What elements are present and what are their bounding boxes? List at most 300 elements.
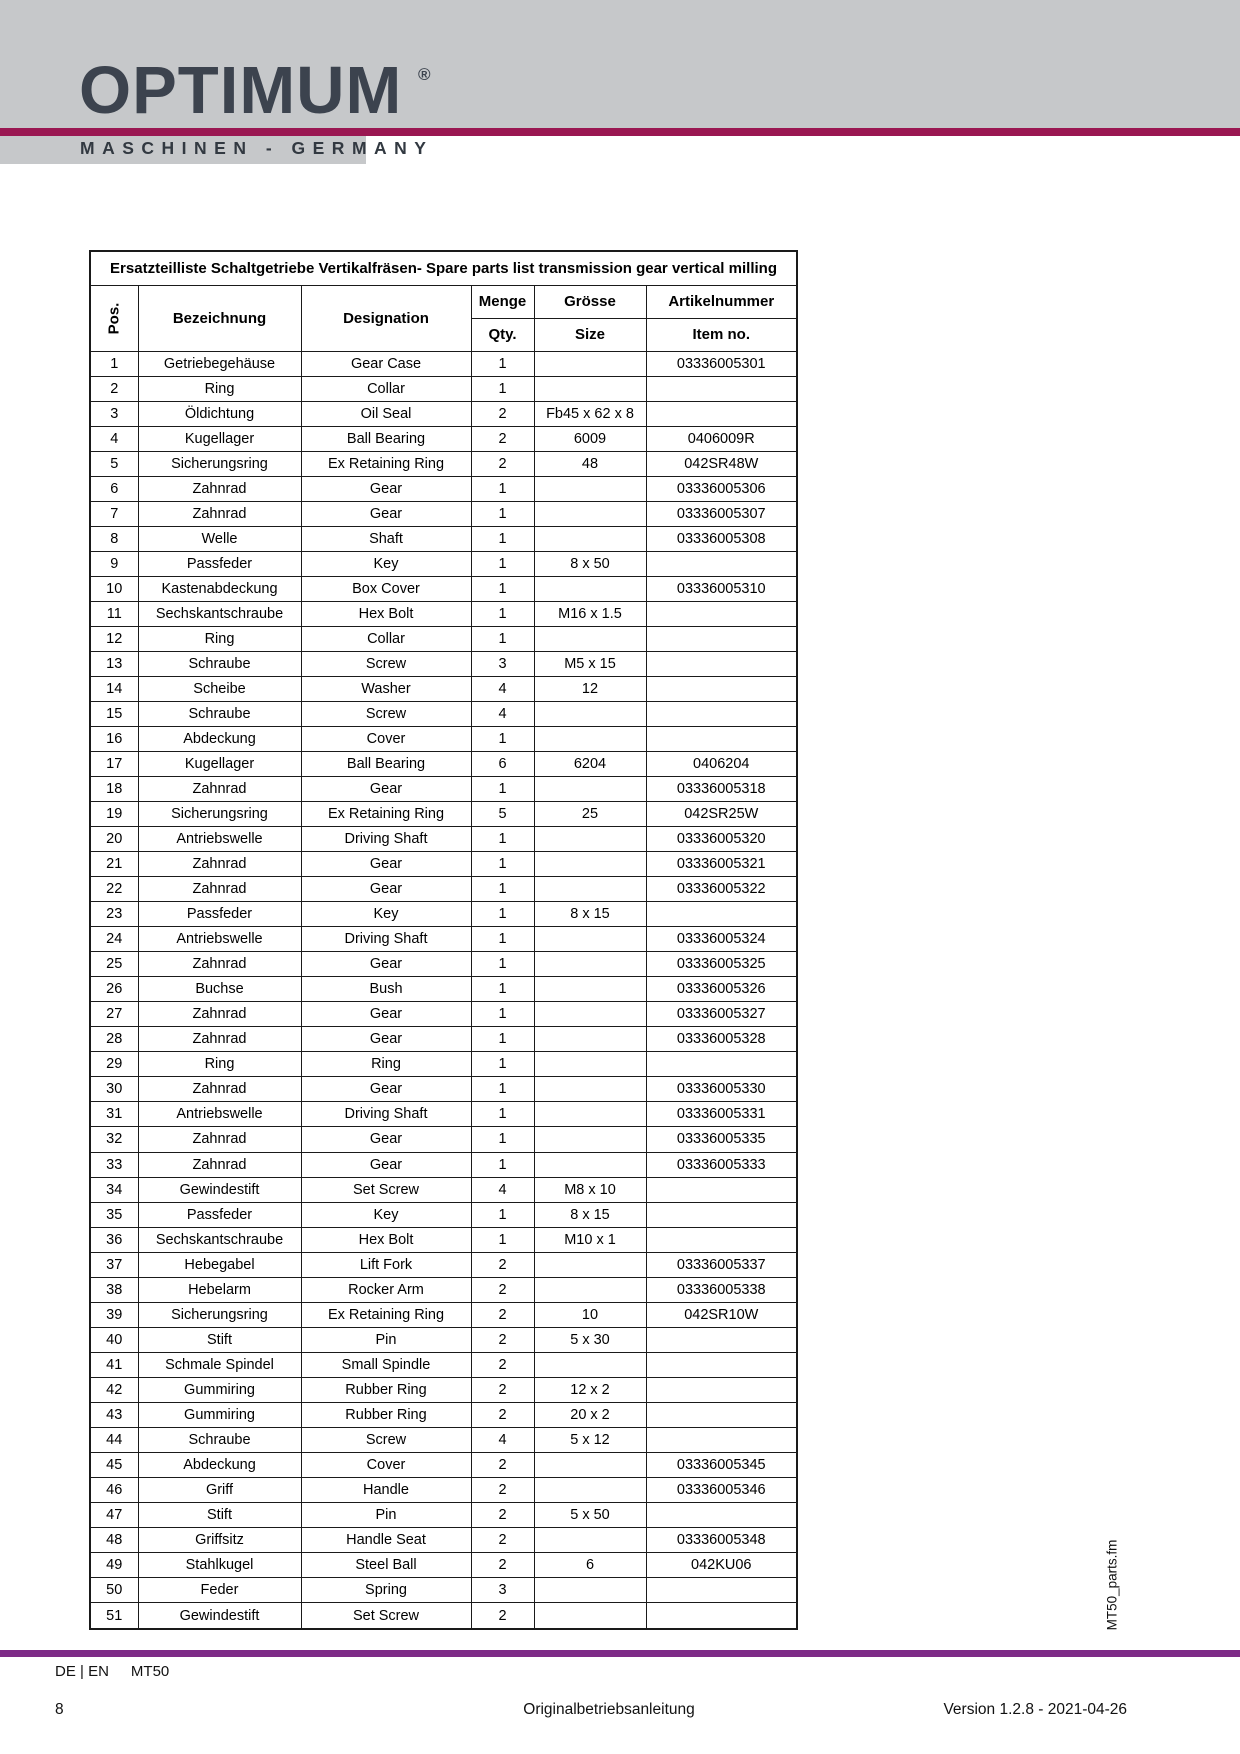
- qty-cell: 2: [471, 1502, 534, 1527]
- item-no-cell: [646, 701, 797, 726]
- designation-cell: Ring: [301, 1052, 471, 1077]
- table-row: [90, 827, 797, 852]
- bezeichnung-cell: Passfeder: [138, 551, 301, 576]
- designation-cell: Screw: [301, 701, 471, 726]
- designation-cell: Small Spindle: [301, 1352, 471, 1377]
- designation-cell: Ball Bearing: [301, 426, 471, 451]
- bezeichnung-cell: Gummiring: [138, 1377, 301, 1402]
- item-no-cell: 03336005327: [646, 1002, 797, 1027]
- designation-cell: Driving Shaft: [301, 827, 471, 852]
- item-no-cell: 03336005310: [646, 576, 797, 601]
- designation-cell: Collar: [301, 626, 471, 651]
- bezeichnung-cell: Welle: [138, 526, 301, 551]
- size-cell: [534, 827, 646, 852]
- table-row: [90, 1002, 797, 1027]
- table-row: [90, 1578, 797, 1603]
- bezeichnung-cell: Zahnrad: [138, 777, 301, 802]
- designation-cell: Bush: [301, 977, 471, 1002]
- bezeichnung-cell: Antriebswelle: [138, 1102, 301, 1127]
- qty-cell: 1: [471, 927, 534, 952]
- bezeichnung-cell: Sicherungsring: [138, 1302, 301, 1327]
- pos-cell: 35: [90, 1202, 138, 1227]
- qty-cell: 1: [471, 1127, 534, 1152]
- col-header-size: Size: [534, 318, 646, 351]
- size-cell: 12: [534, 676, 646, 701]
- table-row: [90, 1553, 797, 1578]
- designation-cell: Lift Fork: [301, 1252, 471, 1277]
- pos-cell: 10: [90, 576, 138, 601]
- size-cell: 5 x 30: [534, 1327, 646, 1352]
- bezeichnung-cell: Schraube: [138, 651, 301, 676]
- footer-page-number: 8: [55, 1701, 64, 1718]
- bezeichnung-cell: Kugellager: [138, 752, 301, 777]
- qty-cell: 2: [471, 1277, 534, 1302]
- size-cell: 6: [534, 1553, 646, 1578]
- qty-cell: 3: [471, 1578, 534, 1603]
- pos-cell: 41: [90, 1352, 138, 1377]
- size-cell: [534, 526, 646, 551]
- bezeichnung-cell: Stift: [138, 1327, 301, 1352]
- table-row: [90, 1527, 797, 1552]
- bezeichnung-cell: Zahnrad: [138, 1027, 301, 1052]
- qty-cell: 2: [471, 401, 534, 426]
- designation-cell: Key: [301, 1202, 471, 1227]
- table-row: [90, 676, 797, 701]
- qty-cell: 1: [471, 1202, 534, 1227]
- qty-cell: 1: [471, 1052, 534, 1077]
- pos-cell: 21: [90, 852, 138, 877]
- size-cell: [534, 701, 646, 726]
- pos-cell: 26: [90, 977, 138, 1002]
- item-no-cell: [646, 1402, 797, 1427]
- pos-cell: 31: [90, 1102, 138, 1127]
- designation-cell: Collar: [301, 376, 471, 401]
- pos-cell: 8: [90, 526, 138, 551]
- size-cell: [534, 576, 646, 601]
- table-row: [90, 1152, 797, 1177]
- pos-cell: 32: [90, 1127, 138, 1152]
- table-row: [90, 1302, 797, 1327]
- designation-cell: Gear: [301, 1027, 471, 1052]
- table-header-row-1: [90, 285, 797, 318]
- qty-cell: 2: [471, 1327, 534, 1352]
- size-cell: [534, 476, 646, 501]
- size-cell: 8 x 50: [534, 551, 646, 576]
- item-no-cell: [646, 726, 797, 751]
- bezeichnung-cell: Ring: [138, 626, 301, 651]
- col-header-designation: Designation: [301, 285, 471, 351]
- item-no-cell: 03336005318: [646, 777, 797, 802]
- qty-cell: 2: [471, 1527, 534, 1552]
- size-cell: [534, 1578, 646, 1603]
- designation-cell: Handle Seat: [301, 1527, 471, 1552]
- designation-cell: Gear: [301, 777, 471, 802]
- designation-cell: Hex Bolt: [301, 601, 471, 626]
- size-cell: [534, 626, 646, 651]
- pos-cell: 50: [90, 1578, 138, 1603]
- designation-cell: Ex Retaining Ring: [301, 802, 471, 827]
- table-row: [90, 1352, 797, 1377]
- qty-cell: 2: [471, 1553, 534, 1578]
- brand-subtitle: MASCHINEN - GERMANY: [80, 138, 434, 158]
- table-row: [90, 902, 797, 927]
- bezeichnung-cell: Stift: [138, 1502, 301, 1527]
- footer-language-line: [55, 1663, 169, 1680]
- item-no-cell: [646, 902, 797, 927]
- item-no-cell: 0406204: [646, 752, 797, 777]
- designation-cell: Pin: [301, 1327, 471, 1352]
- table-title: Ersatzteilliste Schaltgetriebe Vertikalfräsen- Spare parts list transmission gear vertical milling: [90, 251, 797, 285]
- qty-cell: 1: [471, 1152, 534, 1177]
- item-no-cell: [646, 401, 797, 426]
- size-cell: 10: [534, 1302, 646, 1327]
- size-cell: M10 x 1: [534, 1227, 646, 1252]
- size-cell: [534, 1603, 646, 1629]
- item-no-cell: 042KU06: [646, 1553, 797, 1578]
- col-header-bezeichnung: Bezeichnung: [138, 285, 301, 351]
- qty-cell: 1: [471, 551, 534, 576]
- qty-cell: 1: [471, 777, 534, 802]
- qty-cell: 5: [471, 802, 534, 827]
- item-no-cell: [646, 551, 797, 576]
- pos-cell: 49: [90, 1553, 138, 1578]
- pos-cell: 29: [90, 1052, 138, 1077]
- qty-cell: 1: [471, 977, 534, 1002]
- size-cell: 6009: [534, 426, 646, 451]
- designation-cell: Spring: [301, 1578, 471, 1603]
- footer-version: Version 1.2.8 - 2021-04-26: [943, 1701, 1127, 1718]
- qty-cell: 2: [471, 1252, 534, 1277]
- pos-cell: 15: [90, 701, 138, 726]
- size-cell: M8 x 10: [534, 1177, 646, 1202]
- item-no-cell: 03336005346: [646, 1477, 797, 1502]
- col-header-item-no: Item no.: [646, 318, 797, 351]
- designation-cell: Screw: [301, 651, 471, 676]
- designation-cell: Ex Retaining Ring: [301, 1302, 471, 1327]
- designation-cell: Set Screw: [301, 1603, 471, 1629]
- qty-cell: 4: [471, 701, 534, 726]
- designation-cell: Oil Seal: [301, 401, 471, 426]
- designation-cell: Ex Retaining Ring: [301, 451, 471, 476]
- qty-cell: 1: [471, 351, 534, 376]
- designation-cell: Steel Ball: [301, 1553, 471, 1578]
- size-cell: [534, 501, 646, 526]
- table-row: [90, 1077, 797, 1102]
- table-row: [90, 1127, 797, 1152]
- bezeichnung-cell: Feder: [138, 1578, 301, 1603]
- pos-cell: 24: [90, 927, 138, 952]
- pos-cell: 6: [90, 476, 138, 501]
- item-no-cell: 03336005320: [646, 827, 797, 852]
- size-cell: 5 x 12: [534, 1427, 646, 1452]
- col-header-groesse: Grösse: [534, 285, 646, 318]
- bezeichnung-cell: Zahnrad: [138, 952, 301, 977]
- bezeichnung-cell: Getriebegehäuse: [138, 351, 301, 376]
- col-header-artikelnummer: Artikelnummer: [646, 285, 797, 318]
- qty-cell: 1: [471, 576, 534, 601]
- qty-cell: 1: [471, 852, 534, 877]
- pos-cell: 34: [90, 1177, 138, 1202]
- qty-cell: 4: [471, 676, 534, 701]
- size-cell: [534, 1477, 646, 1502]
- qty-cell: 1: [471, 1027, 534, 1052]
- qty-cell: 1: [471, 952, 534, 977]
- table-title-row: [90, 251, 797, 285]
- item-no-cell: [646, 1202, 797, 1227]
- bezeichnung-cell: Öldichtung: [138, 401, 301, 426]
- size-cell: [534, 977, 646, 1002]
- item-no-cell: 03336005322: [646, 877, 797, 902]
- table-row: [90, 1252, 797, 1277]
- size-cell: [534, 1252, 646, 1277]
- size-cell: [534, 1277, 646, 1302]
- designation-cell: Gear: [301, 1152, 471, 1177]
- table-row: [90, 1277, 797, 1302]
- table-row: [90, 952, 797, 977]
- table-row: [90, 351, 797, 376]
- designation-cell: Gear: [301, 476, 471, 501]
- pos-cell: 13: [90, 651, 138, 676]
- bezeichnung-cell: Passfeder: [138, 902, 301, 927]
- size-cell: 48: [534, 451, 646, 476]
- size-cell: [534, 1077, 646, 1102]
- item-no-cell: 03336005308: [646, 526, 797, 551]
- item-no-cell: [646, 1502, 797, 1527]
- item-no-cell: [646, 676, 797, 701]
- bezeichnung-cell: Gewindestift: [138, 1603, 301, 1629]
- qty-cell: 2: [471, 451, 534, 476]
- designation-cell: Gear: [301, 1127, 471, 1152]
- size-cell: [534, 877, 646, 902]
- qty-cell: 1: [471, 376, 534, 401]
- designation-cell: Key: [301, 902, 471, 927]
- bezeichnung-cell: Antriebswelle: [138, 927, 301, 952]
- table-row: [90, 1427, 797, 1452]
- item-no-cell: 042SR25W: [646, 802, 797, 827]
- bezeichnung-cell: Hebegabel: [138, 1252, 301, 1277]
- table-row: [90, 1603, 797, 1629]
- size-cell: [534, 852, 646, 877]
- bezeichnung-cell: Sicherungsring: [138, 451, 301, 476]
- table-row: [90, 1377, 797, 1402]
- item-no-cell: 03336005345: [646, 1452, 797, 1477]
- size-cell: 25: [534, 802, 646, 827]
- footer-model: MT50: [130, 1663, 170, 1680]
- designation-cell: Handle: [301, 1477, 471, 1502]
- designation-cell: Washer: [301, 676, 471, 701]
- pos-cell: 2: [90, 376, 138, 401]
- designation-cell: Pin: [301, 1502, 471, 1527]
- qty-cell: 1: [471, 476, 534, 501]
- pos-cell: 11: [90, 601, 138, 626]
- table-row: [90, 777, 797, 802]
- designation-cell: Gear: [301, 877, 471, 902]
- item-no-cell: [646, 1177, 797, 1202]
- qty-cell: 1: [471, 1102, 534, 1127]
- pos-cell: 48: [90, 1527, 138, 1552]
- pos-cell: 3: [90, 401, 138, 426]
- size-cell: [534, 1527, 646, 1552]
- table-row: [90, 451, 797, 476]
- table-row: [90, 1052, 797, 1077]
- designation-cell: Driving Shaft: [301, 927, 471, 952]
- bezeichnung-cell: Abdeckung: [138, 1452, 301, 1477]
- item-no-cell: 03336005333: [646, 1152, 797, 1177]
- bezeichnung-cell: Zahnrad: [138, 1152, 301, 1177]
- qty-cell: 4: [471, 1427, 534, 1452]
- pos-cell: 1: [90, 351, 138, 376]
- bezeichnung-cell: Sicherungsring: [138, 802, 301, 827]
- pos-cell: 44: [90, 1427, 138, 1452]
- item-no-cell: [646, 1052, 797, 1077]
- pos-cell: 25: [90, 952, 138, 977]
- qty-cell: 6: [471, 752, 534, 777]
- designation-cell: Gear: [301, 952, 471, 977]
- item-no-cell: 03336005321: [646, 852, 797, 877]
- table-row: [90, 376, 797, 401]
- item-no-cell: [646, 1352, 797, 1377]
- item-no-cell: [646, 1327, 797, 1352]
- file-note-vertical: MT50_parts.fm: [1104, 1539, 1120, 1631]
- qty-cell: 1: [471, 626, 534, 651]
- size-cell: 20 x 2: [534, 1402, 646, 1427]
- qty-cell: 2: [471, 1477, 534, 1502]
- bezeichnung-cell: Griffsitz: [138, 1527, 301, 1552]
- qty-cell: 2: [471, 1402, 534, 1427]
- table-row: [90, 877, 797, 902]
- item-no-cell: 03336005324: [646, 927, 797, 952]
- size-cell: [534, 1052, 646, 1077]
- item-no-cell: 03336005348: [646, 1527, 797, 1552]
- size-cell: [534, 351, 646, 376]
- table-row: [90, 752, 797, 777]
- item-no-cell: [646, 1427, 797, 1452]
- size-cell: 12 x 2: [534, 1377, 646, 1402]
- item-no-cell: 03336005301: [646, 351, 797, 376]
- pos-cell: 36: [90, 1227, 138, 1252]
- pos-cell: 28: [90, 1027, 138, 1052]
- designation-cell: Gear: [301, 1077, 471, 1102]
- parts-rows: [90, 351, 797, 1629]
- table-row: [90, 927, 797, 952]
- item-no-cell: [646, 626, 797, 651]
- table-row: [90, 1177, 797, 1202]
- qty-cell: 1: [471, 501, 534, 526]
- pos-cell: 5: [90, 451, 138, 476]
- bezeichnung-cell: Schmale Spindel: [138, 1352, 301, 1377]
- item-no-cell: [646, 1603, 797, 1629]
- item-no-cell: 042SR48W: [646, 451, 797, 476]
- bezeichnung-cell: Scheibe: [138, 676, 301, 701]
- size-cell: [534, 376, 646, 401]
- bezeichnung-cell: Buchse: [138, 977, 301, 1002]
- table-row: [90, 1477, 797, 1502]
- item-no-cell: 03336005307: [646, 501, 797, 526]
- size-cell: [534, 1152, 646, 1177]
- item-no-cell: [646, 651, 797, 676]
- pos-cell: 47: [90, 1502, 138, 1527]
- qty-cell: 1: [471, 1002, 534, 1027]
- size-cell: Fb45 x 62 x 8: [534, 401, 646, 426]
- item-no-cell: 03336005326: [646, 977, 797, 1002]
- designation-cell: Cover: [301, 1452, 471, 1477]
- qty-cell: 1: [471, 1077, 534, 1102]
- qty-cell: 1: [471, 526, 534, 551]
- bezeichnung-cell: Schraube: [138, 701, 301, 726]
- table-row: [90, 576, 797, 601]
- qty-cell: 1: [471, 902, 534, 927]
- item-no-cell: 03336005328: [646, 1027, 797, 1052]
- designation-cell: Screw: [301, 1427, 471, 1452]
- item-no-cell: 03336005330: [646, 1077, 797, 1102]
- pos-cell: 22: [90, 877, 138, 902]
- bezeichnung-cell: Gewindestift: [138, 1177, 301, 1202]
- item-no-cell: 03336005325: [646, 952, 797, 977]
- spare-parts-table: [89, 250, 798, 1630]
- designation-cell: Driving Shaft: [301, 1102, 471, 1127]
- designation-cell: Key: [301, 551, 471, 576]
- pos-cell: 20: [90, 827, 138, 852]
- table-row: [90, 601, 797, 626]
- designation-cell: Rocker Arm: [301, 1277, 471, 1302]
- qty-cell: 1: [471, 601, 534, 626]
- item-no-cell: [646, 601, 797, 626]
- table-row: [90, 1227, 797, 1252]
- qty-cell: 1: [471, 1227, 534, 1252]
- bezeichnung-cell: Griff: [138, 1477, 301, 1502]
- pos-cell: 51: [90, 1603, 138, 1629]
- item-no-cell: [646, 376, 797, 401]
- bezeichnung-cell: Passfeder: [138, 1202, 301, 1227]
- qty-cell: 1: [471, 877, 534, 902]
- pos-cell: 27: [90, 1002, 138, 1027]
- size-cell: [534, 1102, 646, 1127]
- bezeichnung-cell: Ring: [138, 376, 301, 401]
- size-cell: [534, 1027, 646, 1052]
- designation-cell: Ball Bearing: [301, 752, 471, 777]
- pos-cell: 14: [90, 676, 138, 701]
- bezeichnung-cell: Sechskantschraube: [138, 601, 301, 626]
- item-no-cell: 042SR10W: [646, 1302, 797, 1327]
- pos-cell: 16: [90, 726, 138, 751]
- pos-cell: 42: [90, 1377, 138, 1402]
- size-cell: M5 x 15: [534, 651, 646, 676]
- qty-cell: 1: [471, 726, 534, 751]
- designation-cell: Gear Case: [301, 351, 471, 376]
- item-no-cell: 0406009R: [646, 426, 797, 451]
- pos-cell: 17: [90, 752, 138, 777]
- table-row: [90, 426, 797, 451]
- col-header-menge: Menge: [471, 285, 534, 318]
- pos-cell: 9: [90, 551, 138, 576]
- designation-cell: Gear: [301, 852, 471, 877]
- item-no-cell: 03336005337: [646, 1252, 797, 1277]
- designation-cell: Rubber Ring: [301, 1402, 471, 1427]
- table-row: [90, 1452, 797, 1477]
- bezeichnung-cell: Abdeckung: [138, 726, 301, 751]
- pos-rotated-label: Pos.: [105, 302, 123, 334]
- item-no-cell: [646, 1377, 797, 1402]
- table-row: [90, 1027, 797, 1052]
- size-cell: [534, 1452, 646, 1477]
- table-row: [90, 651, 797, 676]
- size-cell: [534, 952, 646, 977]
- size-cell: [534, 1127, 646, 1152]
- size-cell: 8 x 15: [534, 902, 646, 927]
- size-cell: 6204: [534, 752, 646, 777]
- table-row: [90, 1102, 797, 1127]
- table-row: [90, 1327, 797, 1352]
